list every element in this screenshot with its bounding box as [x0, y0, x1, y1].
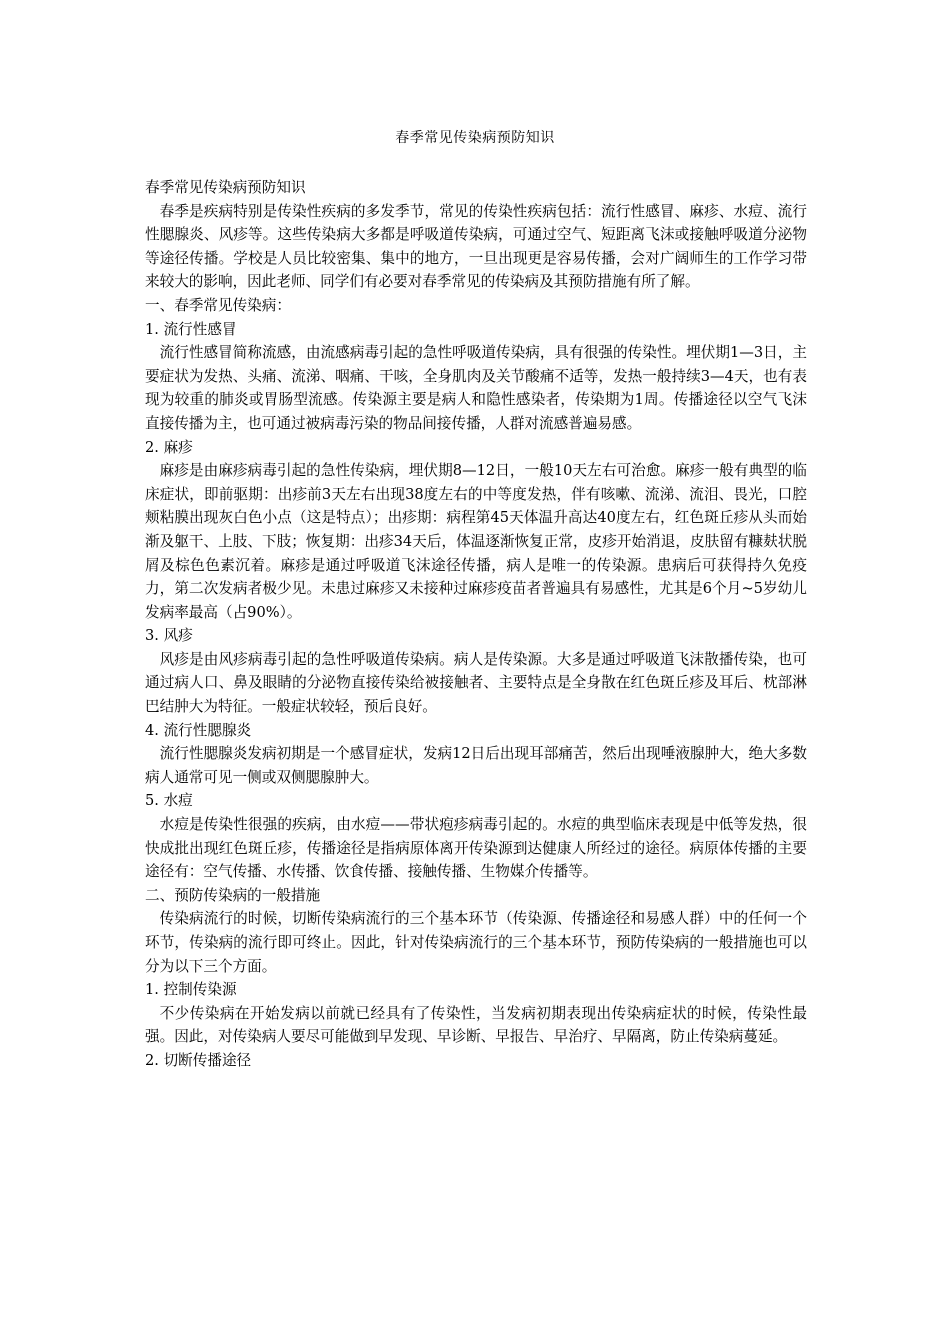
document-body	[145, 176, 807, 1073]
section1-heading: 一、春季常见传染病：	[145, 296, 291, 314]
item5-heading: 5. 水痘	[145, 792, 193, 810]
document-subtitle: 春季常见传染病预防知识	[145, 179, 306, 196]
item3-paragraph: 风疹是由风疹病毒引起的急性呼吸道传染病。病人是传染源。大多是通过呼吸道飞沫散播传染，也可通过病人口、鼻及眼睛的分泌物直接传染给被接触者、主要特点是全身散在红色斑丘疹及耳后、枕部淋巴结肿大为特征。一般症状较轻，预后良好。	[145, 650, 807, 716]
measure1-heading: 1. 控制传染源	[145, 981, 237, 999]
document-title: 春季常见传染病预防知识	[395, 130, 555, 146]
section2-heading: 二、预防传染病的一般措施	[145, 886, 321, 904]
measure2-heading: 2. 切断传播途径	[145, 1051, 252, 1069]
item3-heading: 3. 风疹	[145, 627, 193, 645]
item4-heading: 4. 流行性腮腺炎	[145, 721, 252, 739]
item1-heading: 1. 流行性感冒	[145, 320, 237, 338]
item5-paragraph: 水痘是传染性很强的疾病，由水痘——带状疱疹病毒引起的。水痘的典型临床表现是中低等发热，很快成批出现红色斑丘疹，传播途径是指病原体离开传染源到达健康人所经过的途径。病原体传播的主要途径有：空气传播、水传播、饮食传播、接触传播、生物媒介传播等。	[145, 816, 807, 881]
measure1-paragraph: 不少传染病在开始发病以前就已经具有了传染性，当发病初期表现出传染病症状的时候，传染性最强。因此，对传染病人要尽可能做到早发现、早诊断、早报告、早治疗、早隔离，防止传染病蔓延。	[145, 1004, 807, 1046]
intro-paragraph: 春季是疾病特别是传染性疾病的多发季节，常见的传染性疾病包括：流行性感冒、麻疹、水痘、流行性腮腺炎、风疹等。这些传染病大多都是呼吸道传染病，可通过空气、短距离飞沫或接触呼吸道分泌物等途径传播。学校是人员比较密集、集中的地方，一旦出现更是容易传播，会对广阔师生的工作学习带来较大的影响，因此老师、同学们有必要对春季常见的传染病及其预防措施有所了解。	[145, 202, 807, 291]
item1-paragraph: 流行性感冒简称流感，由流感病毒引起的急性呼吸道传染病，具有很强的传染性。埋伏期1—3日，主要症状为发热、头痛、流涕、咽痛、干咳，全身肌肉及关节酸痛不适等，发热一般持续3—4天，也有表现为较重的肺炎或胃肠型流感。传染源主要是病人和隐性感染者，传染期为1周。传播途径以空气飞沫直接传播为主，也可通过被病毒污染的物品间接传播，人群对流感普遍易感。	[145, 344, 807, 432]
section2-paragraph: 传染病流行的时候，切断传染病流行的三个基本环节（传染源、传播途径和易感人群）中的任何一个环节，传染病的流行即可终止。因此，针对传染病流行的三个基本环节，预防传染病的一般措施也可以分为以下三个方面。	[145, 910, 807, 975]
item2-paragraph: 麻疹是由麻疹病毒引起的急性传染病，埋伏期8—12日，一般10天左右可治愈。麻疹一般有典型的临床症状，即前驱期：出疹前3天左右出现38度左右的中等度发热，伴有咳嗽、流涕、流泪、畏光，口腔颊粘膜出现灰白色小点（这是特点）；出疹期：病程第45天体温升高达40度左右，红色斑丘疹从头而始渐及躯干、上肢、下肢；恢复期：出疹34天后，体温逐渐恢复正常，皮疹开始消退，皮肤留有糠麸状脱屑及棕色色素沉着。麻疹是通过呼吸道飞沫途径传播，病人是唯一的传染源。患病后可获得持久免疫力，第二次发病者极少见。未患过麻疹又未接种过麻疹疫苗者普遍具有易感性，尤其是6个月~5岁幼儿发病率最高（占90%）。	[145, 462, 807, 621]
item2-heading: 2. 麻疹	[145, 438, 193, 456]
item4-paragraph: 流行性腮腺炎发病初期是一个感冒症状，发病12日后出现耳部痛苦，然后出现唾液腺肿大，绝大多数病人通常可见一侧或双侧腮腺肿大。	[145, 745, 807, 786]
